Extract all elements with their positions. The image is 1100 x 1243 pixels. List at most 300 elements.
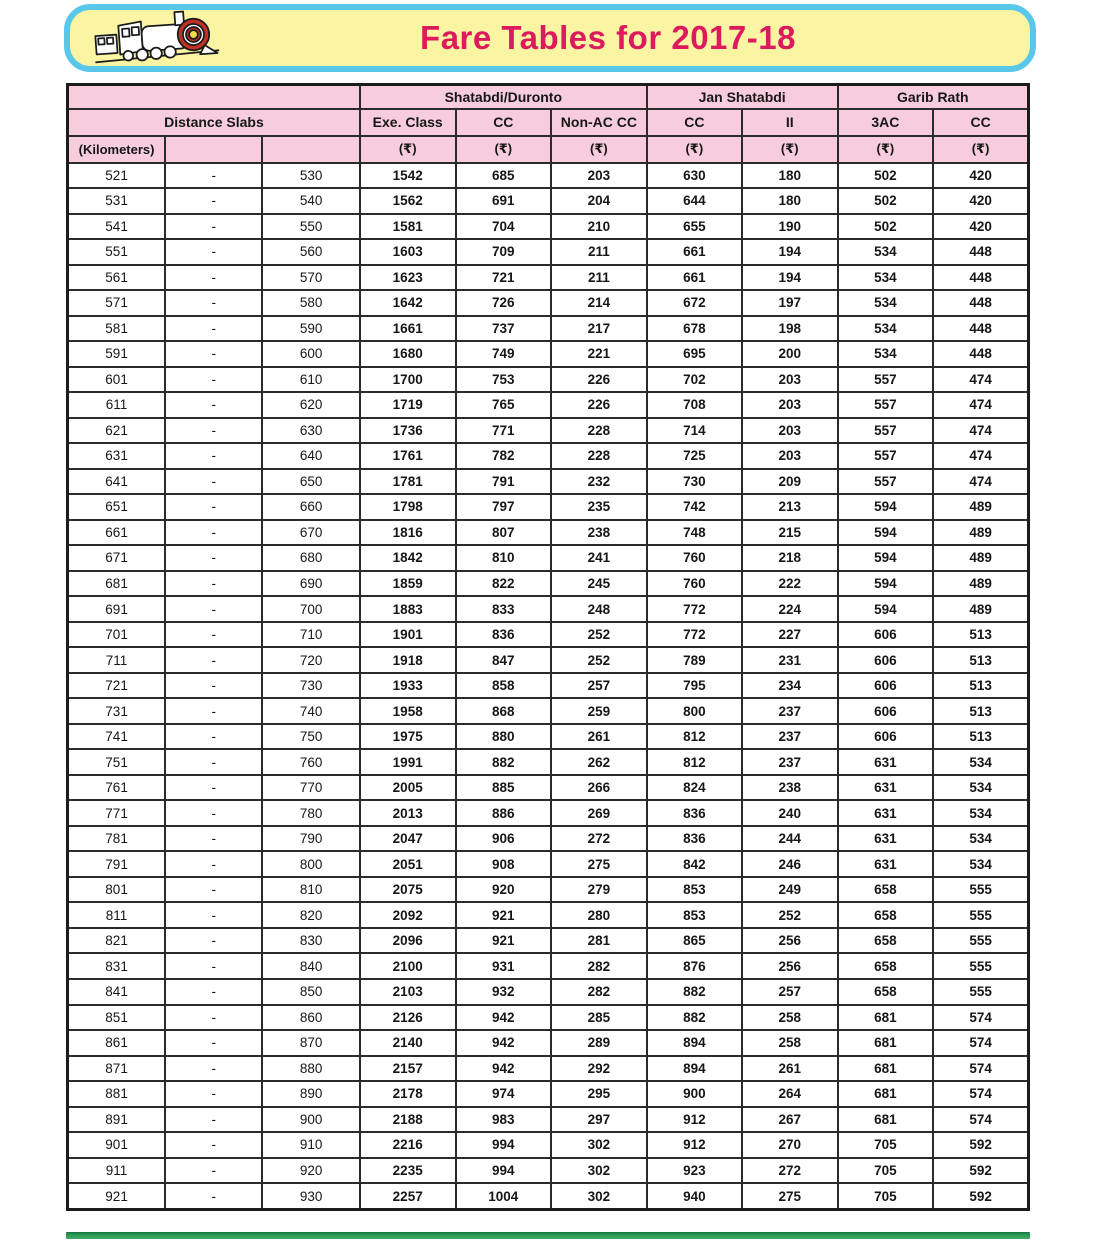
table-row [68,316,1029,342]
distance-to-cell: 840 [262,953,360,979]
fare-cell: 221 [551,341,647,367]
class-header-cc-garib-rath: CC [933,109,1028,136]
class-header-exe-class: Exe. Class [360,109,456,136]
fare-cell: 218 [742,545,838,571]
fare-cell: 1798 [360,494,456,520]
distance-from-cell: 871 [68,1056,166,1082]
fare-cell: 489 [933,545,1028,571]
fare-cell: 285 [551,1005,647,1031]
fare-cell: 211 [551,239,647,265]
fare-cell: 1842 [360,545,456,571]
distance-to-cell: 790 [262,826,360,852]
distance-to-cell: 670 [262,520,360,546]
fare-cell: 269 [551,800,647,826]
distance-separator-cell: - [165,724,262,750]
distance-separator-cell: - [165,214,262,240]
distance-to-cell: 710 [262,622,360,648]
fare-table-body [68,163,1029,1210]
distance-separator-cell: - [165,1005,262,1031]
class-header-second-class: II [742,109,838,136]
fare-cell: 534 [838,265,934,291]
fare-cell: 858 [456,673,552,699]
distance-from-cell: 761 [68,775,166,801]
fare-table [66,83,1030,1211]
table-row [68,902,1029,928]
fare-cell: 180 [742,163,838,189]
fare-cell: 940 [647,1183,742,1209]
fare-cell: 555 [933,979,1028,1005]
fare-cell: 489 [933,520,1028,546]
table-row [68,622,1029,648]
distance-to-cell: 770 [262,775,360,801]
fare-cell: 217 [551,316,647,342]
distance-to-cell: 530 [262,163,360,189]
distance-to-cell: 860 [262,1005,360,1031]
distance-from-cell: 751 [68,749,166,775]
fare-cell: 203 [742,418,838,444]
fare-cell: 1700 [360,367,456,393]
distance-separator-cell: - [165,826,262,852]
fare-cell: 912 [647,1107,742,1133]
distance-separator-cell: - [165,698,262,724]
distance-from-cell: 601 [68,367,166,393]
table-row [68,1158,1029,1184]
distance-from-cell: 881 [68,1081,166,1107]
fare-cell: 237 [742,698,838,724]
fare-cell: 2075 [360,877,456,903]
fare-cell: 655 [647,214,742,240]
fare-cell: 705 [838,1158,934,1184]
fare-cell: 180 [742,188,838,214]
fare-cell: 812 [647,724,742,750]
fare-cell: 836 [647,826,742,852]
table-row [68,953,1029,979]
fare-cell: 882 [647,1005,742,1031]
table-row [68,596,1029,622]
table-row [68,1056,1029,1082]
table-row [68,163,1029,189]
table-row [68,749,1029,775]
fare-cell: 246 [742,851,838,877]
fare-cell: 932 [456,979,552,1005]
fare-cell: 474 [933,392,1028,418]
distance-slabs-header: Distance Slabs [68,109,360,136]
fare-cell: 204 [551,188,647,214]
fare-cell: 534 [933,826,1028,852]
fare-cell: 2051 [360,851,456,877]
table-row [68,239,1029,265]
fare-cell: 2140 [360,1030,456,1056]
fare-cell: 513 [933,622,1028,648]
fare-cell: 557 [838,443,934,469]
table-row [68,341,1029,367]
fare-cell: 772 [647,596,742,622]
distance-separator-cell: - [165,877,262,903]
fare-cell: 592 [933,1158,1028,1184]
distance-from-cell: 571 [68,290,166,316]
fare-cell: 252 [551,647,647,673]
fare-cell: 847 [456,647,552,673]
fare-cell: 868 [456,698,552,724]
distance-to-cell: 730 [262,673,360,699]
fare-cell: 557 [838,469,934,495]
table-row [68,1081,1029,1107]
distance-from-cell: 671 [68,545,166,571]
fare-cell: 920 [456,877,552,903]
table-row [68,1030,1029,1056]
distance-from-cell: 521 [68,163,166,189]
fare-cell: 194 [742,239,838,265]
fare-cell: 894 [647,1030,742,1056]
distance-separator-cell: - [165,265,262,291]
fare-cell: 513 [933,698,1028,724]
fare-cell: 448 [933,316,1028,342]
distance-to-cell: 900 [262,1107,360,1133]
fare-cell: 685 [456,163,552,189]
fare-cell: 215 [742,520,838,546]
fare-cell: 241 [551,545,647,571]
fare-cell: 448 [933,341,1028,367]
fare-cell: 200 [742,341,838,367]
fare-cell: 1991 [360,749,456,775]
table-row [68,418,1029,444]
fare-cell: 725 [647,443,742,469]
fare-cell: 203 [742,367,838,393]
distance-to-cell: 570 [262,265,360,291]
group-header-jan-shatabdi: Jan Shatabdi [647,85,838,109]
fare-cell: 534 [838,290,934,316]
fare-cell: 1859 [360,571,456,597]
fare-cell: 2257 [360,1183,456,1209]
distance-to-cell: 600 [262,341,360,367]
rupee-symbol: (₹) [742,136,838,163]
rupee-symbol: (₹) [551,136,647,163]
distance-to-cell: 690 [262,571,360,597]
fare-cell: 1004 [456,1183,552,1209]
fare-cell: 753 [456,367,552,393]
fare-cell: 658 [838,877,934,903]
distance-separator-cell: - [165,596,262,622]
fare-cell: 2100 [360,953,456,979]
kilometers-label: (Kilometers) [68,136,166,163]
fare-cell: 448 [933,265,1028,291]
fare-cell: 555 [933,877,1028,903]
fare-cell: 238 [742,775,838,801]
class-header-cc-jan-shatabdi: CC [647,109,742,136]
distance-from-cell: 611 [68,392,166,418]
fare-cell: 807 [456,520,552,546]
distance-separator-cell: - [165,341,262,367]
fare-cell: 502 [838,214,934,240]
train-icon [86,10,226,66]
fare-cell: 885 [456,775,552,801]
group-header-blank [68,85,360,109]
distance-to-cell: 830 [262,928,360,954]
fare-cell: 661 [647,265,742,291]
fare-cell: 232 [551,469,647,495]
distance-separator-cell: - [165,290,262,316]
table-row [68,928,1029,954]
fare-cell: 795 [647,673,742,699]
fare-cell: 213 [742,494,838,520]
distance-separator-cell: - [165,520,262,546]
fare-cell: 226 [551,367,647,393]
fare-cell: 257 [551,673,647,699]
fare-cell: 264 [742,1081,838,1107]
distance-from-cell: 701 [68,622,166,648]
fare-cell: 2103 [360,979,456,1005]
fare-cell: 197 [742,290,838,316]
fare-cell: 1562 [360,188,456,214]
distance-from-cell: 921 [68,1183,166,1209]
distance-from-cell: 681 [68,571,166,597]
fare-cell: 266 [551,775,647,801]
fare-cell: 672 [647,290,742,316]
fare-cell: 1680 [360,341,456,367]
fare-cell: 594 [838,545,934,571]
fare-cell: 474 [933,367,1028,393]
fare-cell: 574 [933,1107,1028,1133]
fare-cell: 876 [647,953,742,979]
distance-from-cell: 821 [68,928,166,954]
distance-to-cell: 590 [262,316,360,342]
distance-from-cell: 591 [68,341,166,367]
fare-cell: 705 [838,1132,934,1158]
distance-separator-cell: - [165,392,262,418]
fare-cell: 678 [647,316,742,342]
fare-cell: 502 [838,163,934,189]
fare-cell: 749 [456,341,552,367]
fare-cell: 209 [742,469,838,495]
distance-separator-cell: - [165,1158,262,1184]
fare-cell: 420 [933,214,1028,240]
fare-cell: 245 [551,571,647,597]
fare-cell: 658 [838,953,934,979]
fare-cell: 489 [933,596,1028,622]
fare-cell: 714 [647,418,742,444]
fare-cell: 691 [456,188,552,214]
title-banner [64,4,1036,72]
table-row [68,1183,1029,1209]
distance-separator-cell: - [165,1030,262,1056]
distance-to-cell: 890 [262,1081,360,1107]
fare-cell: 771 [456,418,552,444]
distance-separator-cell: - [165,647,262,673]
distance-from-cell: 731 [68,698,166,724]
distance-separator-cell: - [165,775,262,801]
distance-separator-cell: - [165,571,262,597]
fare-cell: 513 [933,724,1028,750]
distance-to-cell: 870 [262,1030,360,1056]
fare-cell: 658 [838,902,934,928]
table-row [68,800,1029,826]
table-row [68,545,1029,571]
fare-cell: 900 [647,1081,742,1107]
class-header-cc-shatabdi: CC [456,109,552,136]
distance-from-cell: 641 [68,469,166,495]
distance-separator-cell: - [165,749,262,775]
fare-cell: 1603 [360,239,456,265]
table-row [68,1005,1029,1031]
fare-cell: 882 [647,979,742,1005]
distance-separator-cell: - [165,851,262,877]
distance-separator-cell: - [165,545,262,571]
table-row [68,826,1029,852]
table-row [68,290,1029,316]
fare-cell: 1661 [360,316,456,342]
fare-cell: 631 [838,749,934,775]
distance-from-cell: 851 [68,1005,166,1031]
fare-cell: 261 [742,1056,838,1082]
fare-cell: 631 [838,826,934,852]
table-row [68,851,1029,877]
fare-cell: 282 [551,979,647,1005]
fare-cell: 594 [838,494,934,520]
fare-cell: 237 [742,749,838,775]
distance-separator-cell: - [165,494,262,520]
fare-cell: 210 [551,214,647,240]
fare-cell: 1642 [360,290,456,316]
fare-cell: 606 [838,698,934,724]
fare-cell: 227 [742,622,838,648]
fare-cell: 1761 [360,443,456,469]
class-header-3ac: 3AC [838,109,934,136]
fare-cell: 748 [647,520,742,546]
fare-cell: 865 [647,928,742,954]
distance-separator-cell: - [165,1107,262,1133]
fare-cell: 606 [838,622,934,648]
distance-from-cell: 831 [68,953,166,979]
distance-separator-cell: - [165,622,262,648]
fare-cell: 709 [456,239,552,265]
table-row [68,673,1029,699]
distance-separator-cell: - [165,928,262,954]
fare-cell: 695 [647,341,742,367]
distance-to-cell: 610 [262,367,360,393]
distance-to-cell: 910 [262,1132,360,1158]
fare-cell: 742 [647,494,742,520]
distance-from-cell: 531 [68,188,166,214]
distance-to-cell: 720 [262,647,360,673]
fare-cell: 658 [838,979,934,1005]
fare-cell: 279 [551,877,647,903]
fare-cell: 1816 [360,520,456,546]
rupee-symbol: (₹) [360,136,456,163]
distance-from-cell: 711 [68,647,166,673]
distance-to-cell: 760 [262,749,360,775]
fare-cell: 258 [742,1030,838,1056]
fare-cell: 908 [456,851,552,877]
fare-cell: 772 [647,622,742,648]
fare-cell: 555 [933,902,1028,928]
fare-cell: 275 [742,1183,838,1209]
fare-cell: 226 [551,392,647,418]
table-row [68,188,1029,214]
distance-from-cell: 841 [68,979,166,1005]
distance-separator-cell: - [165,1081,262,1107]
fare-cell: 681 [838,1030,934,1056]
fare-cell: 474 [933,469,1028,495]
fare-cell: 261 [551,724,647,750]
fare-cell: 592 [933,1183,1028,1209]
distance-to-cell: 650 [262,469,360,495]
fare-cell: 2005 [360,775,456,801]
fare-cell: 281 [551,928,647,954]
distance-from-cell: 801 [68,877,166,903]
fare-cell: 489 [933,571,1028,597]
fare-cell: 704 [456,214,552,240]
distance-to-cell: 920 [262,1158,360,1184]
fare-cell: 765 [456,392,552,418]
fare-cell: 262 [551,749,647,775]
fare-cell: 238 [551,520,647,546]
fare-cell: 2047 [360,826,456,852]
fare-cell: 448 [933,290,1028,316]
fare-cell: 833 [456,596,552,622]
fare-cell: 228 [551,418,647,444]
distance-from-cell: 651 [68,494,166,520]
fare-cell: 702 [647,367,742,393]
table-row [68,367,1029,393]
distance-separator-cell: - [165,469,262,495]
distance-separator-cell: - [165,316,262,342]
fare-cell: 474 [933,443,1028,469]
fare-cell: 555 [933,928,1028,954]
group-header-shatabdi-duronto: Shatabdi/Duronto [360,85,647,109]
fare-cell: 931 [456,953,552,979]
fare-cell: 275 [551,851,647,877]
fare-cell: 842 [647,851,742,877]
fare-cell: 574 [933,1056,1028,1082]
fare-cell: 726 [456,290,552,316]
table-row [68,214,1029,240]
distance-from-cell: 811 [68,902,166,928]
distance-separator-cell: - [165,239,262,265]
fare-cell: 557 [838,367,934,393]
distance-from-cell: 901 [68,1132,166,1158]
fare-cell: 606 [838,724,934,750]
distance-from-cell: 621 [68,418,166,444]
table-row [68,698,1029,724]
fare-cell: 974 [456,1081,552,1107]
fare-cell: 681 [838,1107,934,1133]
fare-cell: 534 [933,775,1028,801]
fare-cell: 606 [838,673,934,699]
fare-cell: 1918 [360,647,456,673]
fare-cell: 280 [551,902,647,928]
fare-cell: 203 [742,392,838,418]
fare-cell: 231 [742,647,838,673]
fare-cell: 594 [838,596,934,622]
fare-cell: 534 [838,239,934,265]
distance-from-cell: 721 [68,673,166,699]
distance-to-cell: 740 [262,698,360,724]
fare-cell: 2216 [360,1132,456,1158]
fare-cell: 513 [933,673,1028,699]
table-row [68,520,1029,546]
rupee-symbol: (₹) [933,136,1028,163]
distance-from-cell: 581 [68,316,166,342]
fare-cell: 302 [551,1183,647,1209]
distance-separator-cell: - [165,979,262,1005]
fare-cell: 2092 [360,902,456,928]
distance-to-cell: 810 [262,877,360,903]
fare-cell: 1883 [360,596,456,622]
distance-from-cell: 771 [68,800,166,826]
fare-cell: 420 [933,163,1028,189]
fare-cell: 258 [742,1005,838,1031]
fare-cell: 297 [551,1107,647,1133]
